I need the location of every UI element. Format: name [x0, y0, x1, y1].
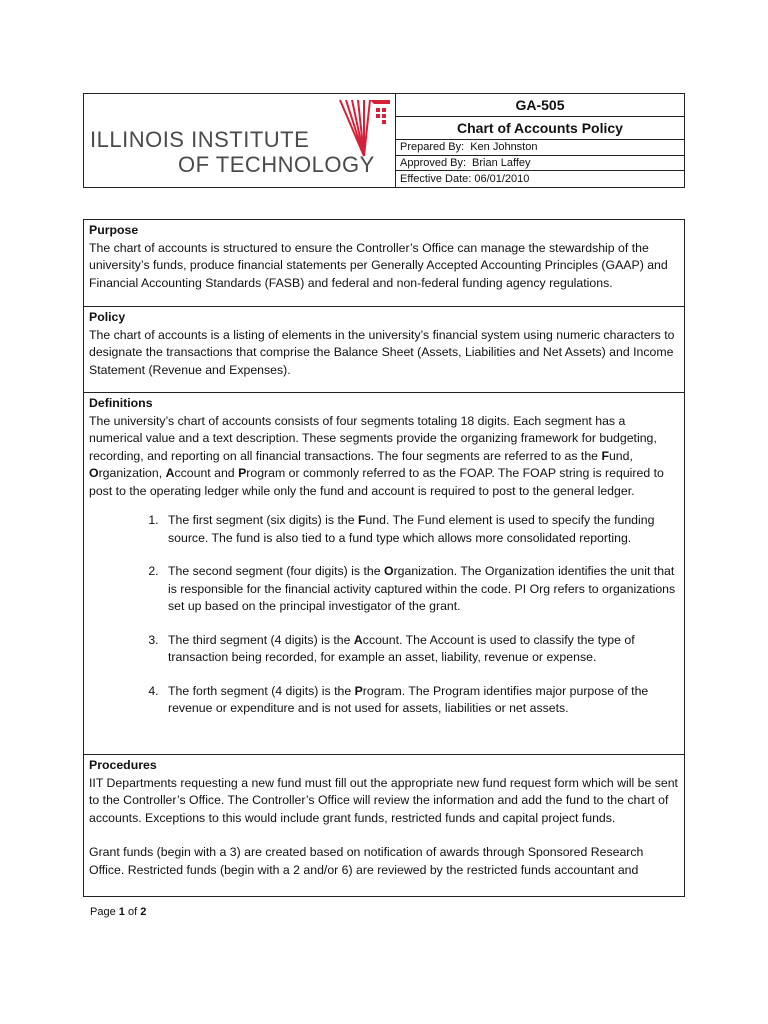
approved-by-label: Approved By:: [400, 157, 467, 170]
policy-code: GA-505: [396, 94, 684, 117]
logo-line2: OF TECHNOLOGY: [178, 152, 375, 177]
effective-date-row: [396, 171, 684, 187]
list-item: 3. The third segment (4 digits) is the Account. The Account is used to classify the type of transaction being recorded, for example an asset, liability, revenue or expense.: [162, 632, 679, 667]
definitions-section: [84, 393, 684, 755]
policy-body-table: [83, 219, 685, 897]
procedures-text-1: IIT Departments requesting a new fund must fill out the appropriate new fund request form which will be sent to the Controller’s Office. The Controller’s Office will review the information and add the fund to the chart of accounts. Exceptions to this would include grant funds, restricted funds and capital project funds.: [89, 775, 678, 825]
prepared-by-label: Prepared By:: [400, 141, 465, 154]
list-item: 1. The first segment (six digits) is the Fund. The Fund element is used to specify the funding source. The fund is also tied to a fund type which allows more consolidated reporting.: [162, 512, 679, 547]
list-item: 4. The forth segment (4 digits) is the Program. The Program identifies major purpose of the revenue or expenditure and is not used for assets, liabilities or net assets.: [162, 683, 679, 718]
page-footer: [90, 906, 146, 918]
page-total: 2: [140, 906, 147, 918]
effective-date-label: Effective Date:: [400, 173, 472, 186]
approved-by-row: [396, 156, 684, 172]
logo-line1: ILLINOIS INSTITUTE: [90, 127, 310, 152]
definitions-heading: Definitions: [89, 396, 153, 410]
logo-cell: [84, 94, 396, 187]
purpose-section: [84, 220, 684, 307]
page-number: 1: [118, 906, 125, 918]
policy-heading: Policy: [89, 310, 126, 324]
info-cell: [396, 94, 684, 187]
header-table: [83, 93, 685, 188]
procedures-section: [84, 755, 684, 883]
definitions-intro: The university’s chart of accounts consists of four segments totaling 18 digits. Each segment has a numerical value and a text description. These segments provide the organizing framework for budgeting, recording, and reporting on all financial transactions. The four segments are referred to as the Fund, Organization, Account and Program or commonly referred to as the FOAP. The FOAP string is required to post to the operating ledger while only the fund and account is required to post to the general ledger.: [89, 413, 664, 498]
prepared-by-row: [396, 140, 684, 156]
purpose-text: The chart of accounts is structured to ensure the Controller’s Office can manage the stewardship of the university’s funds, produce financial statements per Generally Accepted Accounting Principles (GAAP) and Financial Accounting Standards (FASB) and federal and non-federal funding agency regulations.: [89, 240, 668, 290]
purpose-heading: Purpose: [89, 223, 139, 237]
procedures-text-2: Grant funds (begin with a 3) are created based on notification of awards through Sponsored Research Office. Restricted funds (begin with a 2 and/or 6) are reviewed by the restricted funds accountant and: [89, 845, 644, 877]
policy-section: [84, 307, 684, 393]
approved-by-value: Brian Laffey: [472, 157, 531, 170]
list-item: 2. The second segment (four digits) is the Organization. The Organization identifies the unit that is responsible for the financial activity captured within the code. PI Org refers to organizations set up based on the principal investigator of the grant.: [162, 563, 679, 616]
policy-text: The chart of accounts is a listing of elements in the university’s financial system using numeric characters to designate the transactions that comprise the Balance Sheet (Assets, Liabilities and Net Assets) and Income Statement (Revenue and Expenses).: [89, 327, 675, 377]
procedures-heading: Procedures: [89, 758, 157, 772]
prepared-by-value: Ken Johnston: [470, 141, 538, 154]
of-word: of: [127, 906, 138, 918]
segment-list: [89, 512, 679, 718]
policy-title: Chart of Accounts Policy: [396, 117, 684, 141]
effective-date-value: 06/01/2010: [474, 173, 530, 186]
page-word: Page: [90, 906, 116, 918]
logo-mark-icon: [330, 96, 394, 162]
